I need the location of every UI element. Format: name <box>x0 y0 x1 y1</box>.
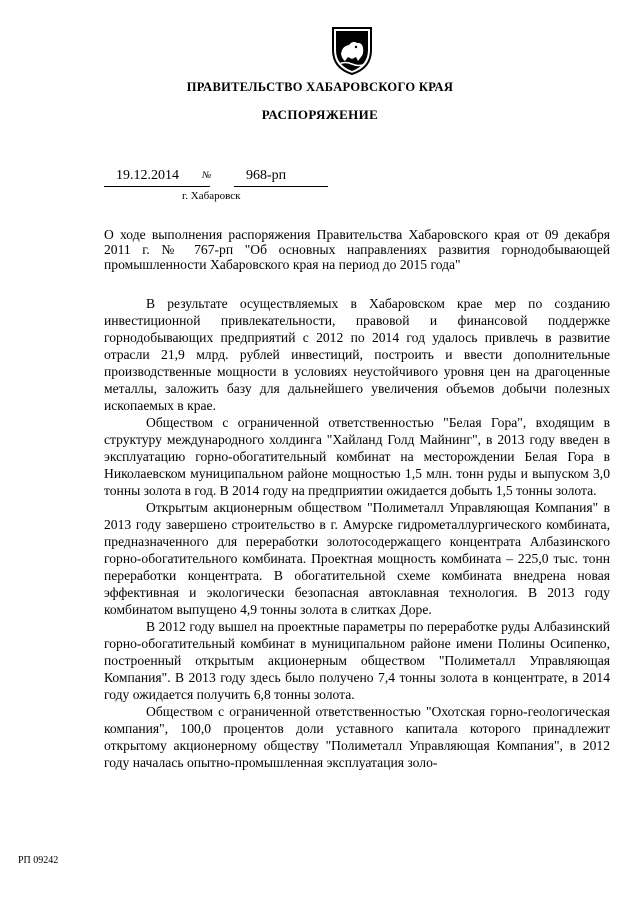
coat-of-arms-icon <box>327 24 377 76</box>
government-name: ПРАВИТЕЛЬСТВО ХАБАРОВСКОГО КРАЯ <box>186 80 454 94</box>
document-body <box>104 295 610 771</box>
registration-line <box>104 168 344 188</box>
document-kind: РАСПОРЯЖЕНИЕ <box>261 107 379 122</box>
number-underline <box>234 186 328 187</box>
paragraph: Обществом с ограниченной ответственностью "Охотская горно-геологическая компания", 100,0 процентов доли уставного капитала которого принадлежит открытому акционерному обществу "Полиметалл Управляющая Компания", в 2012 году началась опытно-промышленная эксплуатация золо- <box>104 704 610 770</box>
document-code: РП 09242 <box>18 855 59 866</box>
document-date: 19.12.2014 <box>116 168 179 183</box>
date-underline <box>104 186 210 187</box>
document-subject: О ходе выполнения распоряжения Правительства Хабаровского края от 09 декабря 2011 г. № 767-рп "Об основных направлениях развития горнодобывающей промышленности Хабаровского края на период до 2015 года" <box>104 227 610 272</box>
paragraph: Обществом с ограниченной ответственностью "Белая Гора", входящим в структуру международного холдинга "Хайланд Голд Майнинг", в 2013 году введен в эксплуатацию горно-обогатительный комбинат на месторождении Белая Гора в Николаевском муниципальном районе мощностью 1,5 млн. тонн руды и выпуском 3,0 тонны золота в год. В 2014 году на предприятии ожидается добыть 1,5 тонны золота. <box>104 415 610 498</box>
document-city: г. Хабаровск <box>182 190 241 202</box>
paragraph: Открытым акционерным обществом "Полиметалл Управляющая Компания" в 2013 году завершено строительство в г. Амурске гидрометаллургического комбината, предназначенного для переработки золотосодержащего концентрата Албазинского горно-обогатительного комбината. Проектная мощность комбината – 225,0 тыс. тонн переработки концентрата. В обогатительной схеме комбината внедрена новая эффективная и экологически безопасная автоклавная технология. В 2013 году комбинатом выпущено 4,9 тонны золота в слитках Доре. <box>104 500 610 617</box>
paragraph: В результате осуществляемых в Хабаровском крае мер по созданию инвестиционной привлекательности, правовой и финансовой поддержке горнодобывающих предприятий с 2012 по 2014 год удалось привлечь в развитие отрасли 21,9 млрд. рублей инвестиций, построить и ввести дополнительные производственные мощности в условиях неустойчивого уровня цен на драгоценные металлы, заложить базу для дальнейшего увеличения объемов добычи полезных ископаемых в крае. <box>104 296 610 413</box>
paragraph: В 2012 году вышел на проектные параметры по переработке руды Албазинский горно-обогатительный комбинат в муниципальном районе имени Полины Осипенко, построенный открытым акционерным обществом "Полиметалл Управляющая Компания". В 2013 году здесь было получено 7,4 тонны золота в концентрате, в 2014 году ожидается получить 6,8 тонны золота. <box>104 619 610 702</box>
number-sign: № <box>202 170 212 181</box>
document-number: 968-рп <box>246 168 287 183</box>
